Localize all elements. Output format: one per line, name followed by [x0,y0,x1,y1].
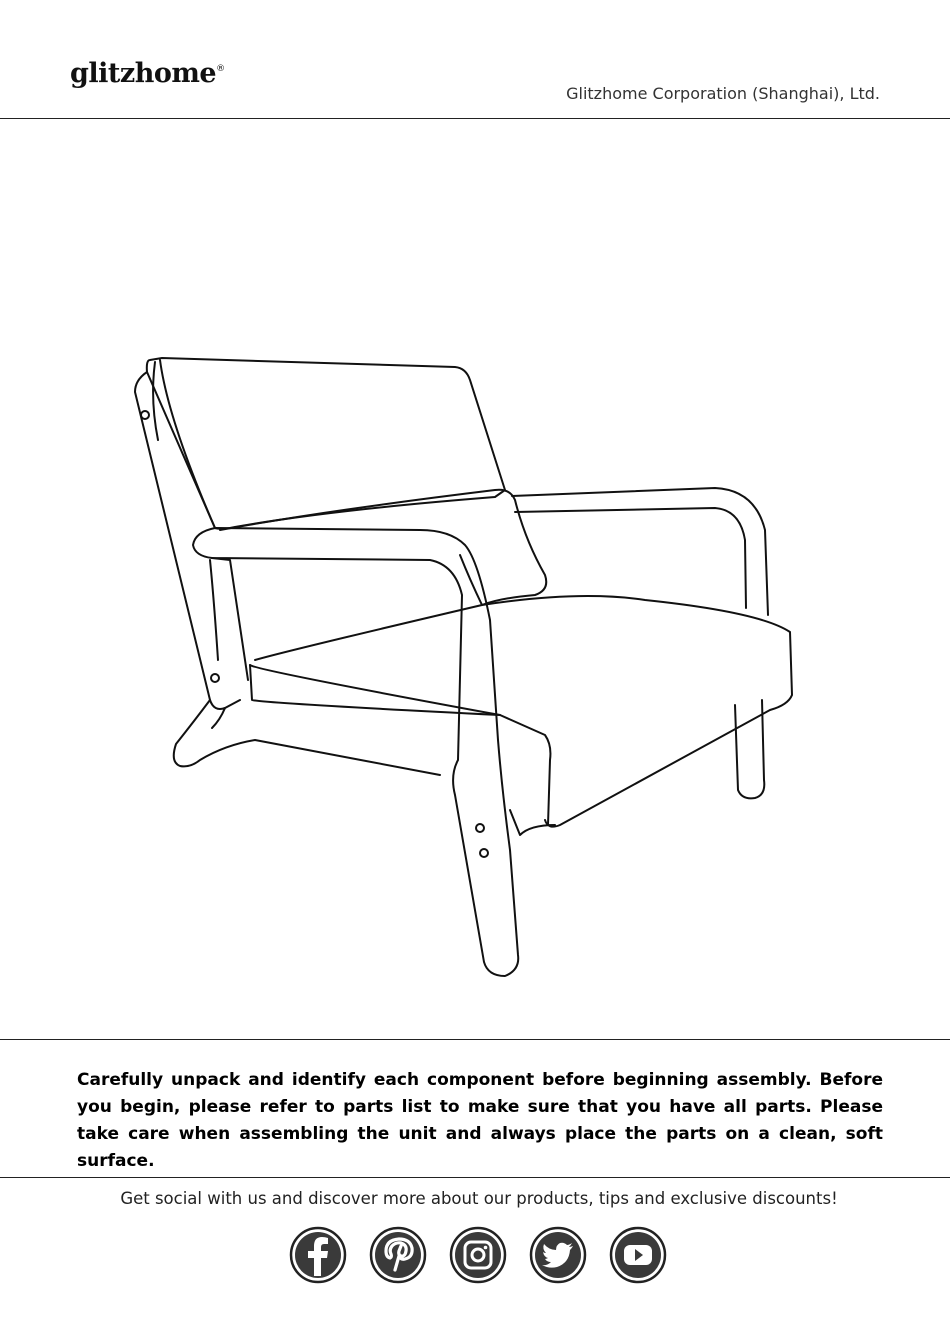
social-tagline: Get social with us and discover more about our products, tips and exclusive discounts! [120,1189,838,1208]
content-divider [0,1039,950,1040]
footer-divider [0,1177,950,1178]
header-divider [0,118,950,119]
company-name: Glitzhome Corporation (Shanghai), Ltd. [566,84,880,103]
twitter-icon[interactable] [529,1226,587,1284]
social-icons [289,1226,669,1286]
facebook-icon[interactable] [289,1226,347,1284]
registered-mark: ® [216,64,225,74]
assembly-instructions: Carefully unpack and identify each component before beginning assembly. Before you begin, please refer to parts list to make sure that you have all parts. Please take care when assembling the unit and always place the parts on a clean, soft surface. [77,1070,883,1171]
brand-name: glitzhome [70,58,217,89]
pinterest-icon[interactable] [369,1226,427,1284]
armchair-illustration [0,120,950,1038]
youtube-icon[interactable] [609,1226,667,1284]
instagram-icon[interactable] [449,1226,507,1284]
brand-logo [70,58,225,89]
